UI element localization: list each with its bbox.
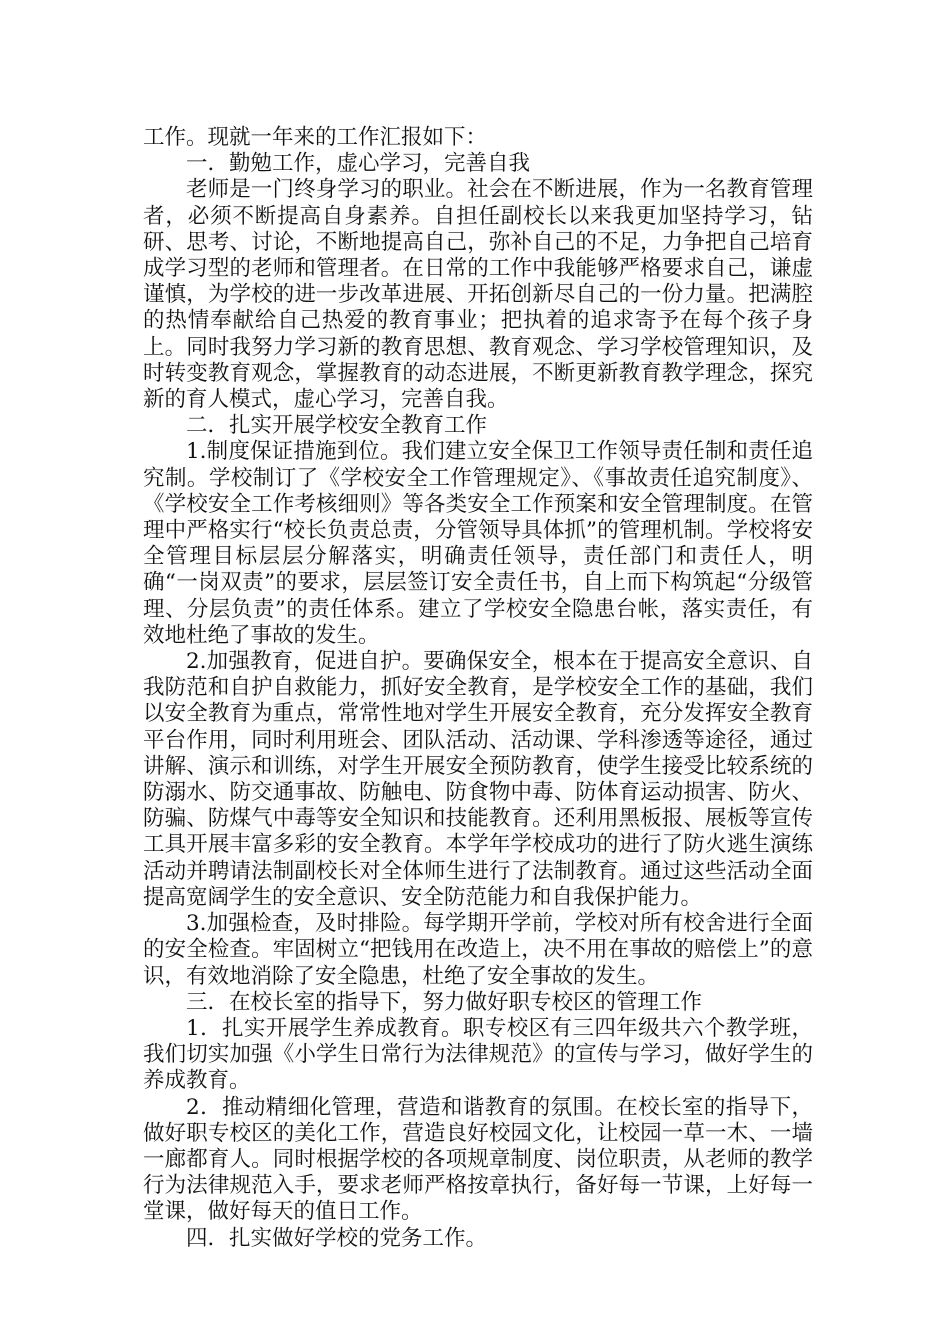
paragraph-safety-education: 2.加强教育，促进自护。要确保安全，根本在于提高安全意识、自我防范和自护自救能力，抓好安全教育，是学校安全工作的基础，我们以安全教育为重点，常常性地对学生开展安全教育，充分发挥安全教育平台作用，同时利用班会、团队活动、活动课、学科渗透等途径，通过讲解、演示和训练，对学生开展安全预防教育，使学生接受比较系统的防溺水、防交通事故、防触电、防食物中毒、防体育运动损害、防火、防骗、防煤气中毒等安全知识和技能教育。还利用黑板报、展板等宣传工具开展丰富多彩的安全教育。本学年学校成功的进行了防火逃生演练活动并聘请法制副校长对全体师生进行了法制教育。通过这些活动全面提高宽阔学生的安全意识、安全防范能力和自我保护能力。: [143, 649, 813, 910]
paragraph-intro: 工作。现就一年来的工作汇报如下：: [143, 125, 488, 150]
paragraph-study: 老师是一门终身学习的职业。社会在不断进展，作为一名教育管理者，必须不断提高自身素养。自担任副校长以来我更加坚持学习，钻研、思考、讨论，不断地提高自己，弥补自己的不足，力争把自己培育成学习型的老师和管理者。在日常的工作中我能够严格要求自己，谦虚谨慎，为学校的进一步改革进展、开拓创新尽自己的一份力量。把满腔的热情奉献给自己热爱的教育事业；把执着的追求寄予在每个孩子身上。同时我努力学习新的教育思想、教育观念、学习学校管理知识，及时转变教育观念，掌握教育的动态进展，不断更新教育教学理念，探究新的育人模式，虚心学习，完善自我。: [143, 177, 813, 413]
paragraph-habit-education: 1．扎实开展学生养成教育。职专校区有三四年级共六个教学班，我们切实加强《小学生日常行为法律规范》的宣传与学习，做好学生的养成教育。: [143, 1015, 813, 1094]
section-heading-3: 三．在校长室的指导下，努力做好职专校区的管理工作: [186, 989, 703, 1015]
paragraph-fine-management: 2．推动精细化管理，营造和谐教育的氛围。在校长室的指导下，做好职专校区的美化工作，营造良好校园文化，让校园一草一木、一墙一廊都育人。同时根据学校的各项规章制度、岗位职责，从老师的教学行为法律规范入手，要求老师严格按章执行，备好每一节课，上好每一堂课，做好每天的值日工作。: [143, 1094, 813, 1225]
section-heading-4: 四．扎实做好学校的党务工作。: [186, 1225, 488, 1251]
paragraph-safety-inspection: 3.加强检查，及时排险。每学期开学前，学校对所有校舍进行全面的安全检查。牢固树立“把钱用在改造上，决不用在事故的赔偿上”的意识，有效地消除了安全隐患，杜绝了安全事故的发生。: [143, 911, 813, 989]
paragraph-safety-system: 1.制度保证措施到位。我们建立安全保卫工作领导责任制和责任追究制。学校制订了《学校安全工作管理规定》、《事故责任追究制度》、《学校安全工作考核细则》等各类安全工作预案和安全管理制度。在管理中严格实行“校长负责总责，分管领导具体抓”的管理机制。学校将安全管理目标层层分解落实，明确责任领导，责任部门和责任人，明确“一岗双责”的要求，层层签订安全责任书，自上而下构筑起“分级管理、分层负责”的责任体系。建立了学校安全隐患台帐，落实责任，有效地杜绝了事故的发生。: [143, 439, 813, 648]
section-heading-1: 一．勤勉工作，虚心学习，完善自我: [186, 151, 531, 177]
document-body: [143, 125, 813, 1252]
section-heading-2: 二．扎实开展学校安全教育工作: [186, 413, 488, 439]
